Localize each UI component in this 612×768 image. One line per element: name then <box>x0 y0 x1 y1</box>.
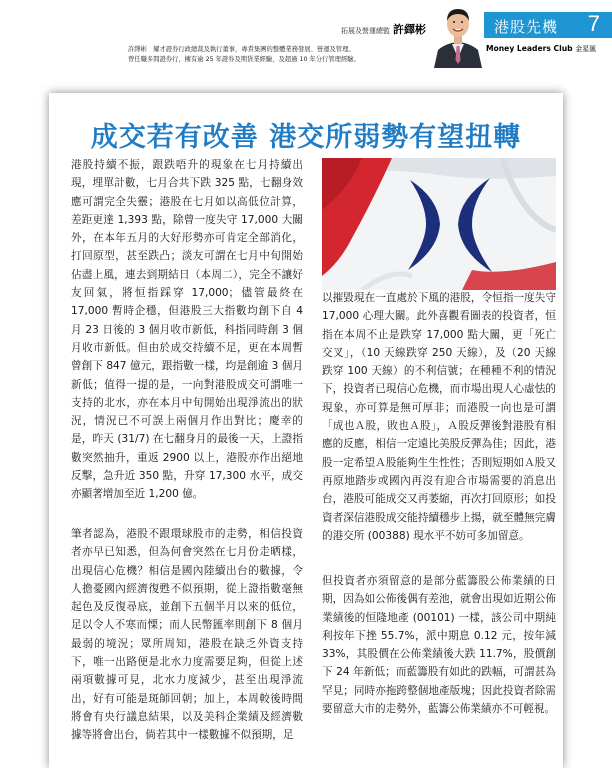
club-name-en: Money Leaders Club <box>486 44 573 53</box>
article-headline: 成交若有改善 港交所弱勢有望扭轉 <box>90 122 522 153</box>
club-name-cn: 金星匯 <box>575 45 597 53</box>
article-paragraph: 以摧毀現在一直處於下風的港股，令恒指一度失守 17,000 心理大關。此外喜觀看圖表的投資者，恒指在本周不止是跌穿 17,000 點大關，更「死亡交叉」，（10 天線跌穿 250 天線），及（20 天線跌穿 100 天線）的不利信號；在種種不利的情況下，投資者已現信心危機，而市場出現人心虛怯的現象，亦可算是無可厚非；而港股一向也是可謂「成也Ａ股，敗也Ａ股」，Ａ股反彈後對港股有相應的反應，相信一定遠比美股反彈為佳；因此，港股一定希望Ａ股能夠生生性性；否則短期如Ａ股又再原地踏步或國內再沒有迎合市場需要的消息出台，港股可能成交又再萎縮，再次打回原形；如投資者深信港股成交能持續穩步上揚，就至體無完膚的港交所 (00388) 現水平不妨可多加留意。 <box>322 292 556 542</box>
page-number: 7 <box>587 11 600 36</box>
article-paragraph: 筆者認為，港股不跟環球股市的走勢，相信投資者亦早已知悉，但為何會突然在七月份走晒樣，出現信心危機？相信是國內陸續出台的數據，令人擔憂國內經濟復甦不似預期，從上證指數毫無起色及反復尋底，並創下五個半月以來的低位，足以令人不寒而慄；而人民幣匯率則創下 8 個月最弱的境況；眾所周知，港股在缺乏外資支持下，唯一出路便是北水力度需要足夠，但從上述兩項數據可見，北水力度減少，甚至出現淨流出，好有可能是斑師回朝；加上，本周較後時間將會有央行議息結果，以及美科企業績及經濟數據等將會出台，倘若其中一樣數據不似預期，足 <box>71 528 303 742</box>
author-desc-line: 曾任職多間證券行，擁有逾 25 年證券及期貨業經驗，及超過 10 年分行管理經驗。 <box>128 56 360 63</box>
column-name: 港股先機 <box>494 18 559 36</box>
author-description <box>128 45 433 65</box>
author-byline <box>110 18 426 37</box>
hkex-flag-icon <box>322 158 556 290</box>
page-header <box>0 0 612 72</box>
author-title: 拓展及營運總監 <box>341 27 390 35</box>
article-photo <box>322 158 556 290</box>
column-tag <box>484 12 612 38</box>
person-portrait-icon <box>432 0 484 68</box>
article-paragraph: 港股持續不振，跟跌唔升的現象在七月持續出現，埋單計數，七月合共下跌 325 點，七翻身效應可謂完全失靈；港股在七月如以高低位計算，差距更達 1,393 點，除曾一度失守 17,000 大關外，在本年五月的大好形勢亦可肯定全部消化，打回原型，甚至跌凸；淡友可謂在七月中旬開始佔盡上風，連去到期結日（本周二），完全不讓好友回氣，將恒指踩穿 17,000；儘管最終在 17,000 暫時企穩，但港股三大指數均創下自 4 月 23 日後的 3 個月收市新低，科指同時創 3 個月收市新低。但由於成交持續不足，更在本周暫曾創下 847 億元，跟指數一樣，均是創逾 3 個月新低；值得一提的是，一向對港股成交可謂唯一支持的北水，亦在本月中旬開始出現淨流出的狀況，情況已不可誤上兩個月作出對比；慶幸的是，昨天 (31/7) 在七翻身月的最後一天，上證指數突然抽升，重返 2900 以上，港股亦作出絕地反擊，急升近 350 點，升穿 17,300 水平，成交亦顯著增加至近 1,200 億。 <box>71 159 303 501</box>
author-portrait <box>432 0 484 68</box>
article-card <box>49 93 563 768</box>
author-name: 許繹彬 <box>393 23 426 36</box>
article-paragraph: 但投資者亦須留意的是部分藍籌股公佈業績的日期，因為如公佈後偶有差池，就會出現如近期公佈業績後的恒隆地產 (00101) 一樣，該公司中期純利按年下挫 55.7%，派中期息 0.12 元，按年減 33%，其股價在公佈業績後大跌 11.7%，股價創下 24 年新低；而藍籌股有如此的跌幅，可謂甚為罕見；同時亦拖跨整個地產版塊；因此投資者除需要留意大市的走勢外，藍籌公佈業績亦不可輕視。 <box>322 575 556 716</box>
club-name <box>486 44 612 54</box>
author-desc-line: 許繹彬 耀才證券行政總裁及執行董事，專責集團的整體業務發展、營運及管理。 <box>128 46 355 53</box>
